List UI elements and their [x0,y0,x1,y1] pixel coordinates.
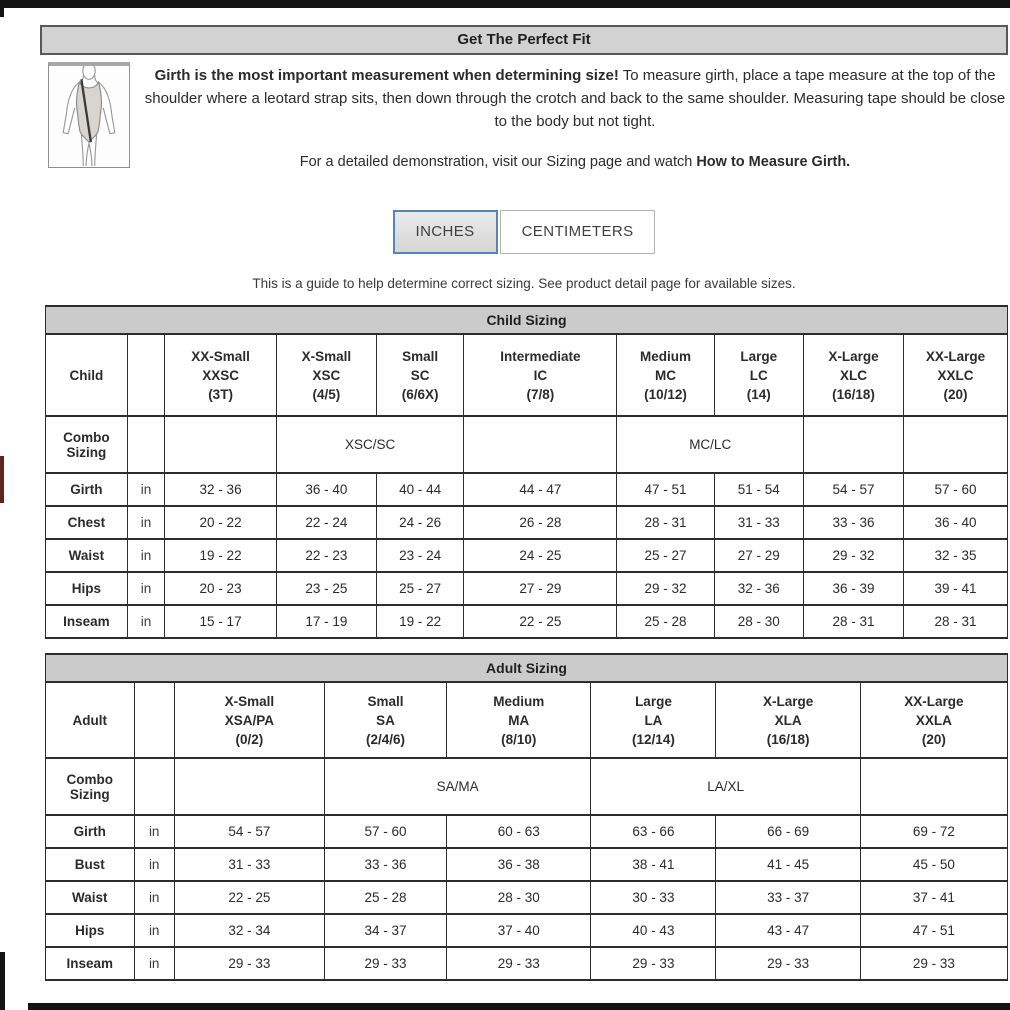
measurement-label-cell: Girth [46,815,135,848]
unit-cell: in [134,815,174,848]
size-column-range: (16/18) [832,386,875,402]
measurement-label-cell: Chest [46,506,128,539]
measurement-row [46,947,1008,980]
column-header-row [46,334,1008,416]
size-value-cell: 29 - 33 [324,947,446,980]
size-value-cell: 29 - 33 [447,947,591,980]
table-title: Adult Sizing [46,654,1008,682]
measurement-label-cell: Bust [46,848,135,881]
combo-span-cell: MC/LC [617,416,804,473]
size-column-range: (0/2) [235,731,264,747]
size-value-cell: 23 - 25 [276,572,376,605]
size-value-cell: 47 - 51 [617,473,714,506]
size-value-cell: 23 - 24 [376,539,464,572]
combo-span-cell [904,416,1008,473]
size-value-cell: 57 - 60 [324,815,446,848]
unit-cell: in [127,539,165,572]
size-column-header [174,682,324,758]
size-value-cell: 44 - 47 [464,473,617,506]
size-value-cell: 60 - 63 [447,815,591,848]
combo-span-cell [804,416,904,473]
size-value-cell: 25 - 27 [617,539,714,572]
size-guide-page [40,25,1008,981]
girth-instructions-body: To measure girth, place a tape measure at the top of the shoulder where a leotard strap sits, then down through the crotch and back to the same shoulder. Measuring tape should be close to the body but not tight. [144,67,1006,130]
size-column-range: (2/4/6) [366,731,406,747]
size-value-cell: 40 - 43 [591,914,716,947]
size-column-name: X-Large [828,348,879,364]
size-value-cell: 43 - 47 [716,914,860,947]
child-sizing-table [45,305,1008,639]
size-value-cell: 36 - 38 [447,848,591,881]
size-value-cell: 32 - 36 [714,572,803,605]
unit-cell: in [127,473,165,506]
size-column-header [804,334,904,416]
size-column-code: MA [508,712,530,728]
size-value-cell: 26 - 28 [464,506,617,539]
table-title-row [46,654,1008,682]
size-value-cell: 28 - 31 [804,605,904,638]
size-value-cell: 51 - 54 [714,473,803,506]
size-column-code: XLC [840,367,868,383]
size-value-cell: 20 - 22 [165,506,277,539]
size-column-code: XSC [312,367,341,383]
size-value-cell: 29 - 33 [591,947,716,980]
size-value-cell: 37 - 40 [447,914,591,947]
size-column-code: LA [644,712,663,728]
measurement-label-cell: Waist [46,881,135,914]
centimeters-button[interactable]: CENTIMETERS [500,210,656,254]
size-value-cell: 39 - 41 [904,572,1008,605]
size-value-cell: 29 - 33 [860,947,1007,980]
unit-cell: in [134,848,174,881]
size-column-header [860,682,1007,758]
size-column-range: (20) [943,386,968,402]
size-value-cell: 32 - 36 [165,473,277,506]
size-value-cell: 15 - 17 [165,605,277,638]
size-column-header [617,334,714,416]
size-column-range: (6/6X) [401,386,439,402]
size-column-range: (20) [921,731,946,747]
size-column-header [276,334,376,416]
measurement-row [46,815,1008,848]
measurement-label-cell: Hips [46,914,135,947]
corner-label-cell: Child [46,334,128,416]
size-value-cell: 24 - 25 [464,539,617,572]
combo-label-cell: Combo Sizing [46,416,128,473]
size-column-name: XX-Large [904,693,964,709]
combo-span-cell: XSC/SC [276,416,464,473]
size-column-name: Medium [639,348,691,364]
size-column-header [376,334,464,416]
size-value-cell: 19 - 22 [165,539,277,572]
size-value-cell: 40 - 44 [376,473,464,506]
size-value-cell: 34 - 37 [324,914,446,947]
adult-sizing-table [45,653,1008,981]
measurement-row [46,572,1008,605]
inches-button[interactable]: INCHES [393,210,498,254]
size-value-cell: 33 - 36 [804,506,904,539]
size-column-range: (3T) [208,386,233,402]
unit-cell [127,416,165,473]
measurement-label-cell: Girth [46,473,128,506]
size-value-cell: 32 - 35 [904,539,1008,572]
combo-span-cell [464,416,617,473]
size-value-cell: 25 - 28 [617,605,714,638]
measurement-row [46,881,1008,914]
unit-cell: in [127,506,165,539]
size-column-name: X-Small [301,348,352,364]
screenshot-bottom-edge [28,1003,1010,1010]
size-column-name: Small [367,693,404,709]
size-column-range: (7/8) [526,386,555,402]
girth-instructions [142,64,1008,133]
page-title: Get The Perfect Fit [40,25,1008,55]
size-value-cell: 63 - 66 [591,815,716,848]
size-column-name: X-Large [762,693,814,709]
size-value-cell: 22 - 24 [276,506,376,539]
size-value-cell: 20 - 23 [165,572,277,605]
size-column-name: Intermediate [500,348,581,364]
size-column-header [464,334,617,416]
combo-span-cell [860,758,1007,815]
size-column-header [447,682,591,758]
measurement-label-cell: Waist [46,539,128,572]
sizing-guide-note: This is a guide to help determine correct sizing. See product detail page for available sizes. [252,276,796,291]
size-value-cell: 37 - 41 [860,881,1007,914]
size-column-header [716,682,860,758]
size-column-code: IC [533,367,548,383]
size-value-cell: 45 - 50 [860,848,1007,881]
size-value-cell: 69 - 72 [860,815,1007,848]
size-column-header [591,682,716,758]
size-value-cell: 27 - 29 [714,539,803,572]
intro-section [40,62,1008,170]
size-value-cell: 22 - 23 [276,539,376,572]
size-value-cell: 33 - 37 [716,881,860,914]
size-value-cell: 27 - 29 [464,572,617,605]
intro-text [130,62,1008,170]
column-header-row [46,682,1008,758]
size-column-code: SC [410,367,430,383]
size-value-cell: 25 - 28 [324,881,446,914]
size-column-name: Large [740,348,778,364]
size-value-cell: 25 - 27 [376,572,464,605]
size-value-cell: 28 - 30 [447,881,591,914]
size-value-cell: 28 - 31 [617,506,714,539]
unit-cell: in [134,881,174,914]
measurement-row [46,473,1008,506]
combo-span-cell: LA/XL [591,758,860,815]
combo-span-cell: SA/MA [324,758,590,815]
size-column-range: (10/12) [644,386,687,402]
size-value-cell: 17 - 19 [276,605,376,638]
demo-note [142,154,1008,170]
size-column-name: XX-Small [191,348,250,364]
girth-instructions-lead: Girth is the most important measurement when determining size! [154,67,619,84]
girth-measurement-figure-icon [48,62,130,168]
unit-cell: in [134,947,174,980]
table-title: Child Sizing [46,306,1008,334]
size-value-cell: 54 - 57 [174,815,324,848]
size-column-name: XX-Large [925,348,986,364]
size-column-code: XSA/PA [224,712,275,728]
size-column-code: MC [654,367,676,383]
corner-label-cell: Adult [46,682,135,758]
size-value-cell: 57 - 60 [904,473,1008,506]
combo-span-cell [165,416,277,473]
size-value-cell: 29 - 32 [617,572,714,605]
unit-header-cell [134,682,174,758]
size-value-cell: 32 - 34 [174,914,324,947]
size-column-range: (4/5) [312,386,341,402]
size-column-range: (14) [746,386,771,402]
demo-note-video-title: How to Measure Girth. [696,154,851,170]
size-value-cell: 47 - 51 [860,914,1007,947]
size-column-header [904,334,1008,416]
size-value-cell: 29 - 33 [174,947,324,980]
size-value-cell: 22 - 25 [464,605,617,638]
size-column-code: XLA [774,712,802,728]
screenshot-left-edge-mark [0,0,4,17]
size-column-name: X-Small [224,693,275,709]
size-column-name: Large [635,693,672,709]
size-value-cell: 66 - 69 [716,815,860,848]
screenshot-top-edge [0,0,1010,8]
screenshot-left-edge-mark [0,952,5,1010]
measurement-row [46,914,1008,947]
size-value-cell: 36 - 40 [276,473,376,506]
size-value-cell: 29 - 33 [716,947,860,980]
combo-sizing-row [46,416,1008,473]
size-column-code: XXSC [202,367,239,383]
combo-sizing-row [46,758,1008,815]
unit-toggle [40,210,1008,254]
unit-cell: in [127,572,165,605]
size-column-code: LC [749,367,768,383]
size-value-cell: 24 - 26 [376,506,464,539]
size-value-cell: 33 - 36 [324,848,446,881]
measurement-label-cell: Inseam [46,605,128,638]
size-value-cell: 54 - 57 [804,473,904,506]
measurement-row [46,506,1008,539]
screenshot-left-edge-mark [0,456,4,503]
unit-cell [134,758,174,815]
size-value-cell: 28 - 30 [714,605,803,638]
size-value-cell: 41 - 45 [716,848,860,881]
size-column-header [714,334,803,416]
size-column-name: Small [402,348,439,364]
size-column-header [165,334,277,416]
combo-span-cell [174,758,324,815]
size-value-cell: 31 - 33 [714,506,803,539]
unit-cell: in [134,914,174,947]
size-column-range: (16/18) [766,731,810,747]
table-title-row [46,306,1008,334]
size-value-cell: 22 - 25 [174,881,324,914]
measurement-row [46,848,1008,881]
size-column-code: SA [376,712,395,728]
measurement-row [46,539,1008,572]
size-column-header [324,682,446,758]
demo-note-text: For a detailed demonstration, visit our Sizing page and watch [299,154,697,170]
size-value-cell: 30 - 33 [591,881,716,914]
size-column-name: Medium [493,693,545,709]
unit-cell: in [127,605,165,638]
size-value-cell: 31 - 33 [174,848,324,881]
size-value-cell: 28 - 31 [904,605,1008,638]
size-column-code: XXLC [937,367,974,383]
size-value-cell: 38 - 41 [591,848,716,881]
size-value-cell: 36 - 40 [904,506,1008,539]
combo-label-cell: Combo Sizing [46,758,135,815]
size-column-code: XXLA [915,712,952,728]
size-column-range: (8/10) [501,731,537,747]
measurement-label-cell: Inseam [46,947,135,980]
unit-header-cell [127,334,165,416]
size-value-cell: 19 - 22 [376,605,464,638]
size-value-cell: 36 - 39 [804,572,904,605]
size-column-range: (12/14) [632,731,675,747]
measurement-label-cell: Hips [46,572,128,605]
size-value-cell: 29 - 32 [804,539,904,572]
measurement-row [46,605,1008,638]
